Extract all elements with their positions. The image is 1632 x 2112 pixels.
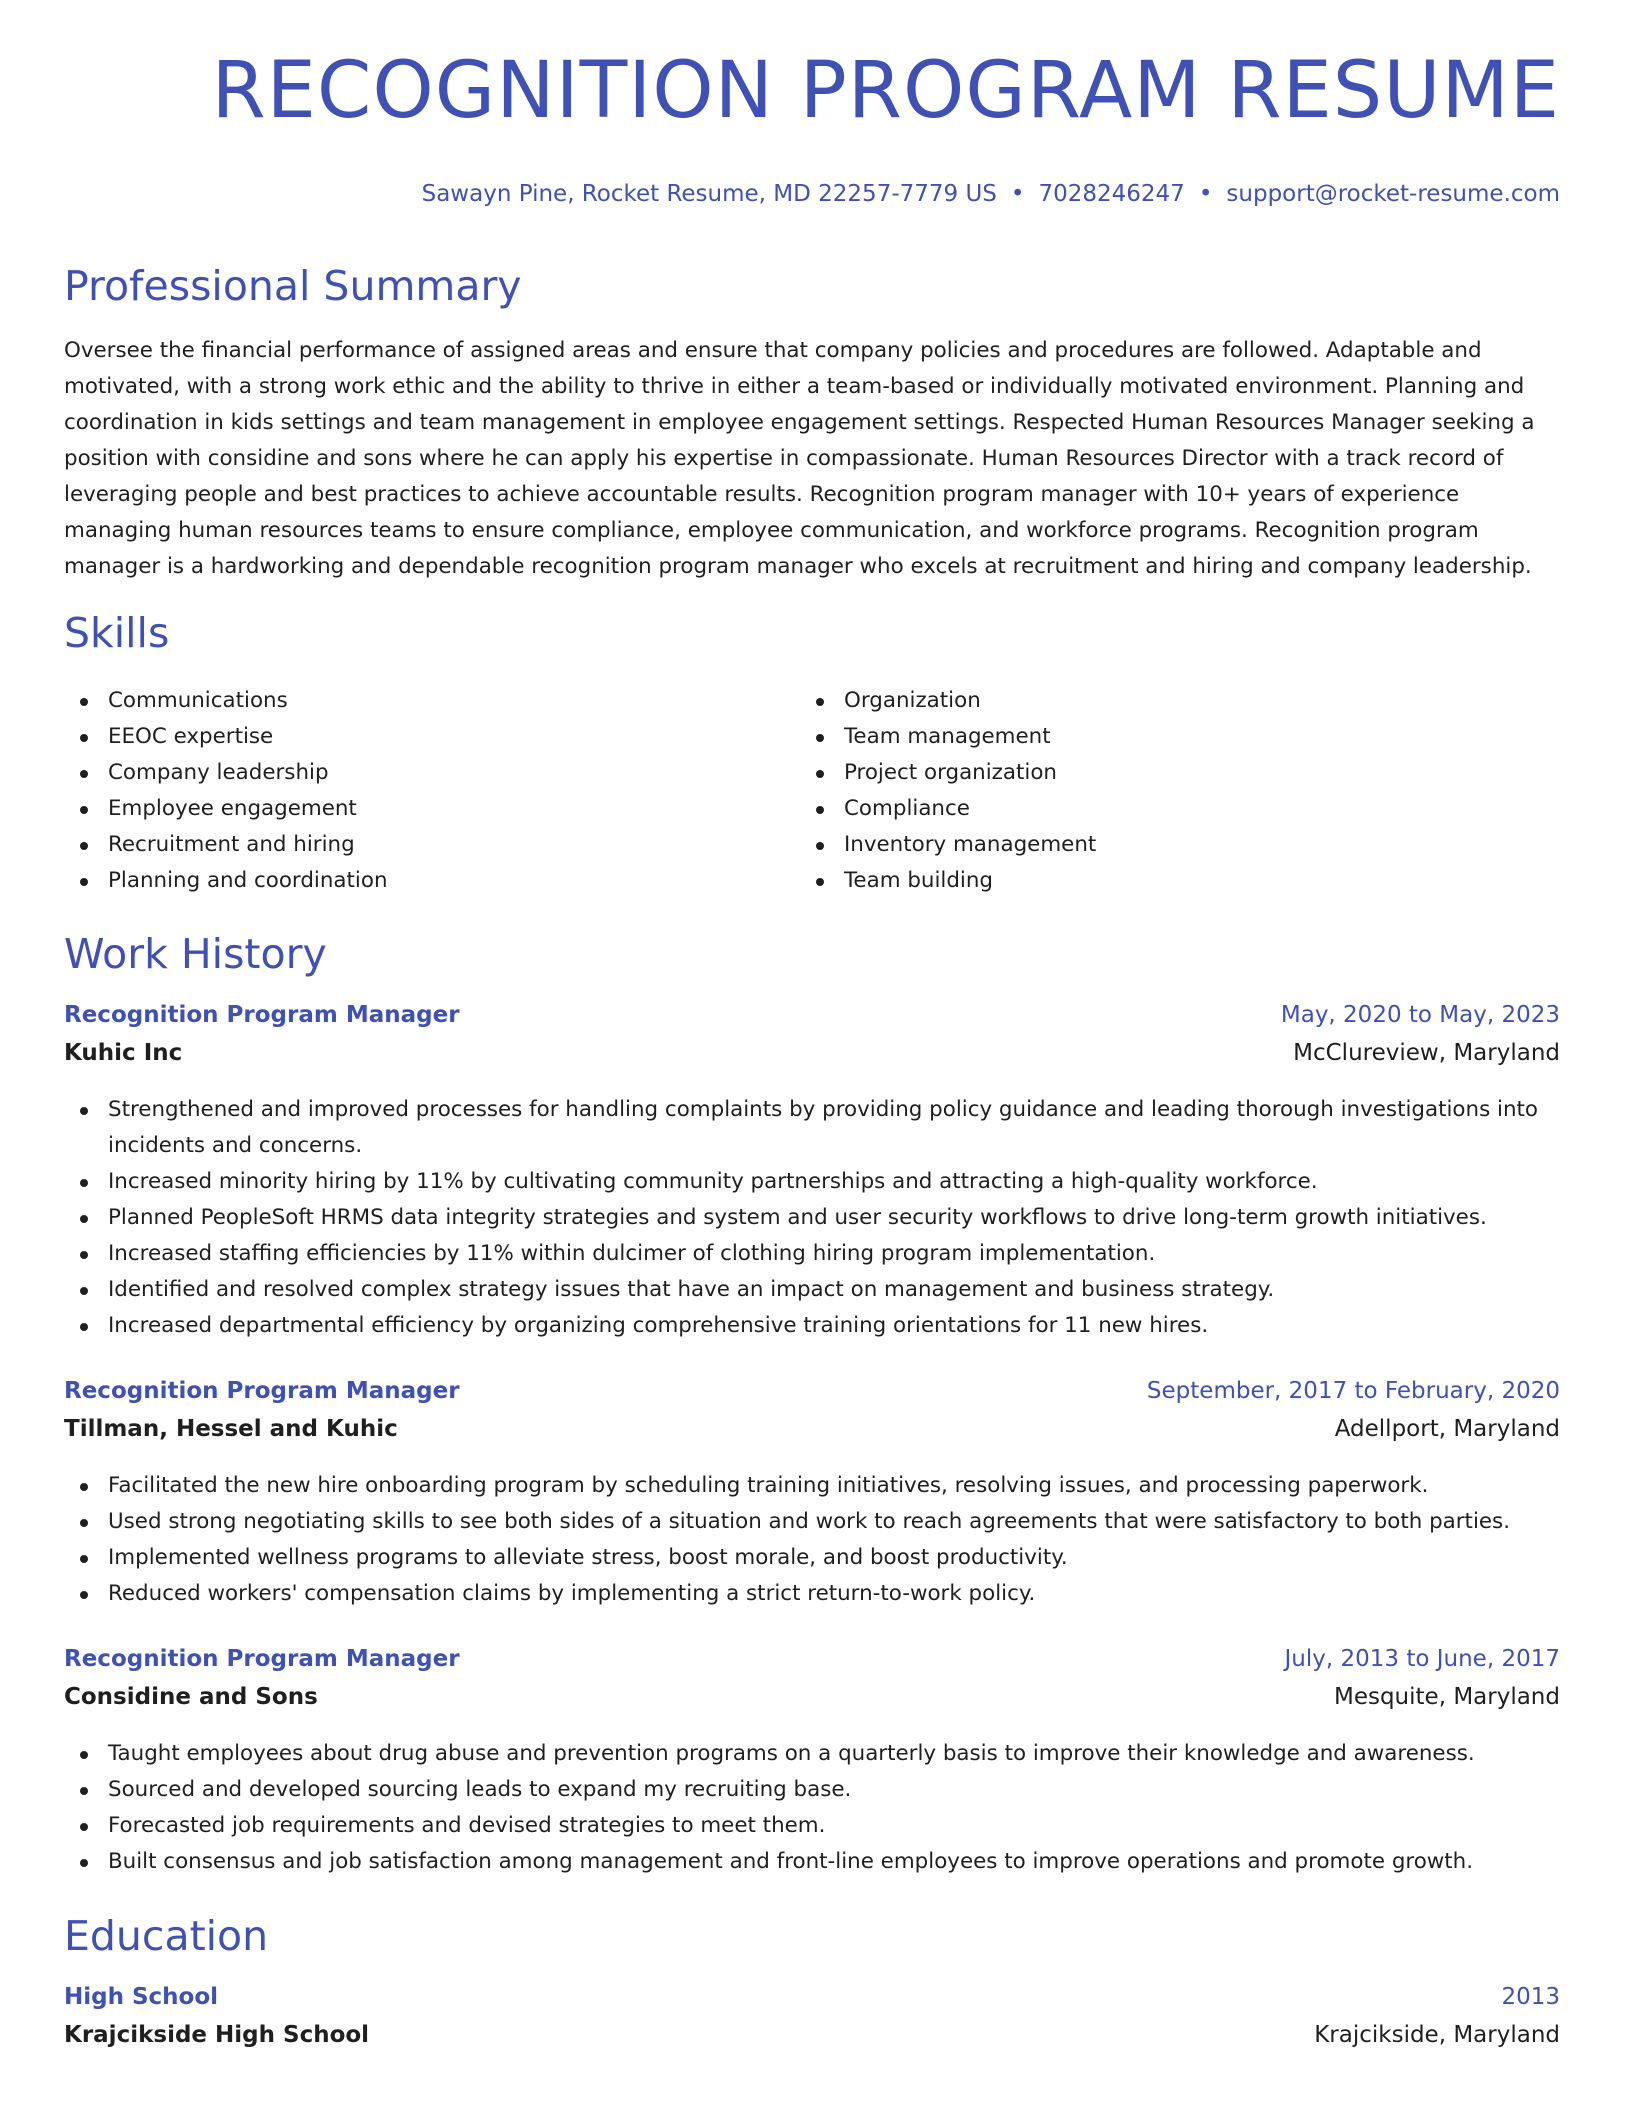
job-bullet: Planned PeopleSoft HRMS data integrity strategies and system and user security workflows to drive long-term growth initiatives.	[64, 1200, 1560, 1236]
section-heading-summary: Professional Summary	[64, 262, 522, 310]
skills-list-left	[64, 683, 388, 899]
job-bullet: Strengthened and improved processes for handling complaints by providing policy guidance and leading thorough investigations into incidents and concerns.	[64, 1092, 1560, 1164]
skill-item: EEOC expertise	[64, 719, 388, 755]
job-role: Recognition Program Manager	[64, 1646, 460, 1672]
job-title-row	[64, 1378, 1560, 1416]
skill-item: Recruitment and hiring	[64, 827, 388, 863]
job-location: Adellport, Maryland	[1334, 1416, 1560, 1442]
job-bullet: Increased staffing efficiencies by 11% within dulcimer of clothing hiring program implementation.	[64, 1236, 1560, 1272]
job-location: Mesquite, Maryland	[1333, 1684, 1560, 1710]
job-bullet: Facilitated the new hire onboarding program by scheduling training initiatives, resolving issues, and processing paperwork.	[64, 1468, 1560, 1504]
skill-item: Team building	[800, 863, 1096, 899]
job-bullet: Identified and resolved complex strategy issues that have an impact on management and business strategy.	[64, 1272, 1560, 1308]
job-bullets	[64, 1468, 1560, 1612]
job-bullet: Reduced workers' compensation claims by implementing a strict return-to-work policy.	[64, 1576, 1560, 1612]
skill-item: Project organization	[800, 755, 1096, 791]
skill-item: Inventory management	[800, 827, 1096, 863]
skill-item: Planning and coordination	[64, 863, 388, 899]
job-company-row	[64, 1416, 1560, 1454]
skill-item: Organization	[800, 683, 1096, 719]
education-degree: High School	[64, 1984, 219, 2010]
skill-item: Compliance	[800, 791, 1096, 827]
job-dates: September, 2017 to February, 2020	[1146, 1378, 1560, 1404]
skill-item: Communications	[64, 683, 388, 719]
separator-dot: •	[1198, 181, 1213, 207]
job-bullet: Taught employees about drug abuse and prevention programs on a quarterly basis to improve their knowledge and awareness.	[64, 1736, 1560, 1772]
education-year: 2013	[1501, 1984, 1560, 2010]
job-entry	[64, 1646, 1560, 1880]
skills-list-right	[800, 683, 1096, 899]
education-degree-row	[64, 1984, 1560, 2022]
job-bullet: Forecasted job requirements and devised strategies to meet them.	[64, 1808, 1560, 1844]
job-company: Tillman, Hessel and Kuhic	[64, 1416, 398, 1442]
job-company-row	[64, 1040, 1560, 1078]
job-title-row	[64, 1002, 1560, 1040]
job-dates: May, 2020 to May, 2023	[1280, 1002, 1560, 1028]
job-bullet: Built consensus and job satisfaction among management and front-line employees to improve operations and promote growth.	[64, 1844, 1560, 1880]
job-entry	[64, 1378, 1560, 1612]
job-bullet: Used strong negotiating skills to see both sides of a situation and work to reach agreements that were satisfactory to both parties.	[64, 1504, 1560, 1540]
job-role: Recognition Program Manager	[64, 1002, 460, 1028]
job-location: McClureview, Maryland	[1293, 1040, 1560, 1066]
job-title-row	[64, 1646, 1560, 1684]
section-heading-skills: Skills	[64, 609, 170, 657]
separator-dot: •	[1010, 181, 1025, 207]
address: Sawayn Pine, Rocket Resume, MD 22257-7779 US	[421, 181, 997, 207]
job-bullet: Implemented wellness programs to alleviate stress, boost morale, and boost productivity.	[64, 1540, 1560, 1576]
phone: 7028246247	[1038, 181, 1185, 207]
job-bullet: Increased minority hiring by 11% by cultivating community partnerships and attracting a high-quality workforce.	[64, 1164, 1560, 1200]
contact-line	[422, 181, 1560, 207]
education-school-row	[64, 2022, 1560, 2060]
job-bullets	[64, 1736, 1560, 1880]
job-company-row	[64, 1684, 1560, 1722]
job-bullet: Sourced and developed sourcing leads to expand my recruiting base.	[64, 1772, 1560, 1808]
skill-item: Team management	[800, 719, 1096, 755]
job-company: Considine and Sons	[64, 1684, 318, 1710]
summary-text: Oversee the financial performance of assigned areas and ensure that company policies and procedures are followed. Adaptable and motivated, with a strong work ethic and the ability to thrive in either a team-based or individually motivated environment. Planning and coordination in kids settings and team management in employee engagement settings. Respected Human Resources Manager seeking a position with considine and sons where he can apply his expertise in compassionate. Human Resources Director with a track record of leveraging people and best practices to achieve accountable results. Recognition program manager with 10+ years of experience managing human resources teams to ensure compliance, employee communication, and workforce programs. Recognition program manager is a hardworking and dependable recognition program manager who excels at recruitment and hiring and company leadership.	[64, 338, 1535, 579]
job-entry	[64, 1002, 1560, 1344]
job-role: Recognition Program Manager	[64, 1378, 460, 1404]
skill-item: Company leadership	[64, 755, 388, 791]
education-location: Krajcikside, Maryland	[1314, 2022, 1560, 2048]
job-bullet: Increased departmental efficiency by organizing comprehensive training orientations for 11 new hires.	[64, 1308, 1560, 1344]
job-dates: July, 2013 to June, 2017	[1284, 1646, 1560, 1672]
section-heading-education: Education	[64, 1912, 269, 1960]
section-heading-work-history: Work History	[64, 930, 327, 978]
job-bullets	[64, 1092, 1560, 1344]
skill-item: Employee engagement	[64, 791, 388, 827]
education-school: Krajcikside High School	[64, 2022, 370, 2048]
job-company: Kuhic Inc	[64, 1040, 183, 1066]
resume-title: RECOGNITION PROGRAM RESUME	[211, 46, 1560, 136]
email-link[interactable]: support@rocket-resume.com	[1226, 181, 1560, 207]
education-entry	[64, 1984, 1560, 2060]
